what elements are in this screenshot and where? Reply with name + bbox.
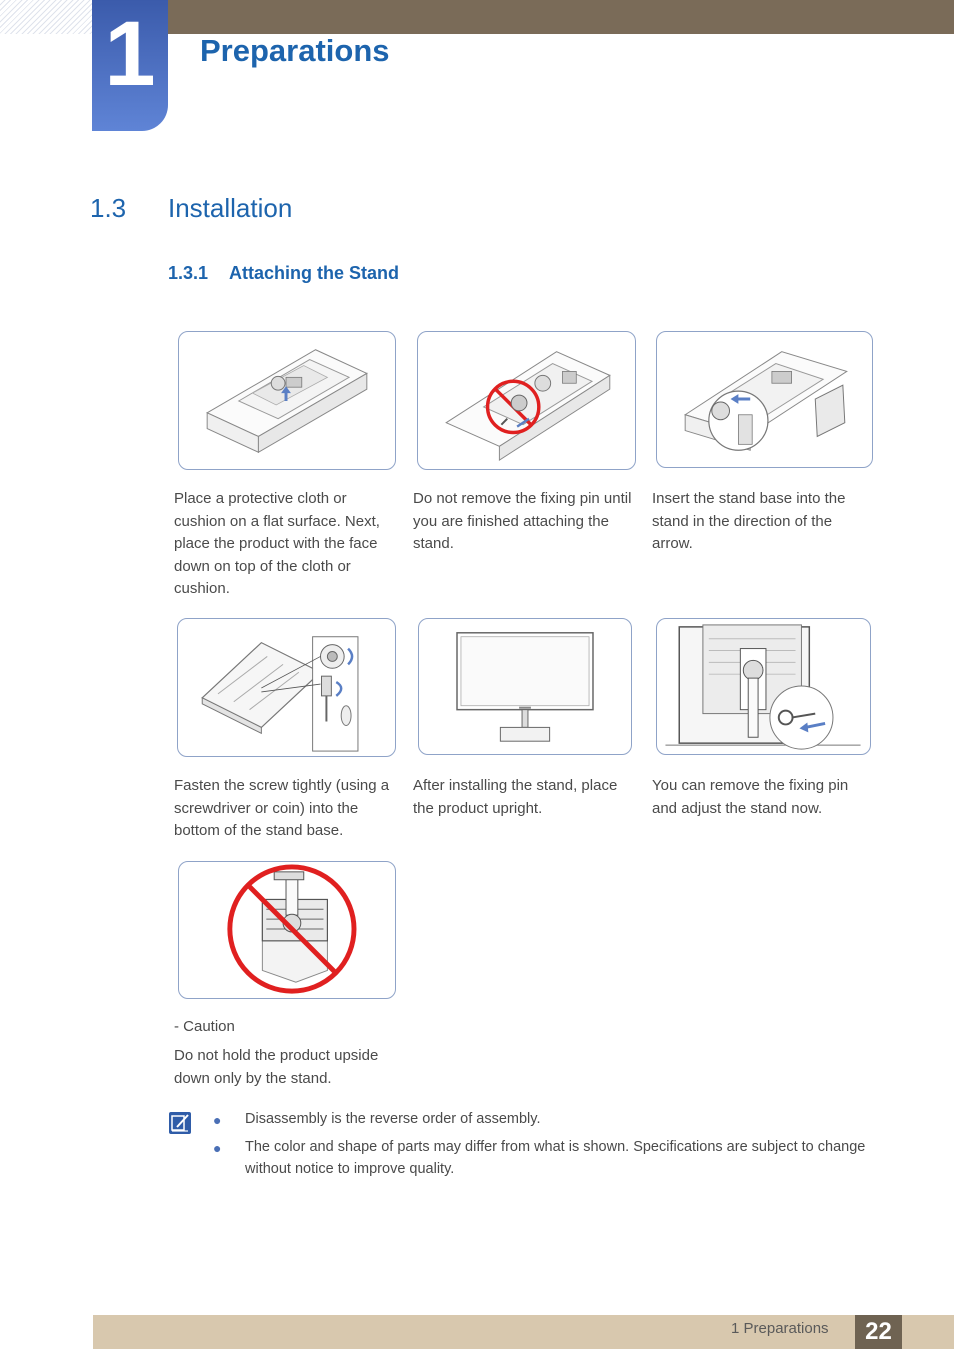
note-pencil-icon — [169, 1112, 191, 1134]
note-item: The color and shape of parts may differ from what is shown. Specifications are subject to change without notice to improve quality. — [245, 1139, 866, 1177]
step-4-caption: Fasten the screw tightly (using a screwdriver or coin) into the bottom of the stand base. — [174, 777, 390, 839]
step-1-illustration — [178, 331, 396, 470]
step-1-caption: Place a protective cloth or cushion on a flat surface. Next, place the product with the face down on top of the cloth or cushion. — [174, 490, 380, 597]
step-4-illustration — [177, 618, 396, 757]
note-bullet: ● — [213, 1140, 222, 1156]
step-5-caption: After installing the stand, place the product upright. — [413, 777, 618, 817]
caution-title: - Caution — [174, 1018, 235, 1035]
step-3-caption: Insert the stand base into the stand in the direction of the arrow. — [652, 490, 846, 552]
footer-chapter-label: 1 Preparations — [731, 1320, 829, 1337]
note-item: Disassembly is the reverse order of assembly. — [245, 1111, 541, 1127]
caution-caption: Do not hold the product upside down only by the stand. — [174, 1047, 379, 1087]
chapter-title: Preparations — [200, 33, 390, 68]
caution-illustration — [178, 861, 396, 999]
step-2-caption: Do not remove the fixing pin until you are finished attaching the stand. — [413, 490, 632, 552]
subsection-number: 1.3.1 — [168, 263, 209, 283]
step-6-illustration — [656, 618, 871, 755]
step-3-illustration — [656, 331, 873, 468]
section-title: Installation — [168, 193, 293, 223]
chapter-number-tab: 1 — [92, 0, 168, 131]
step-6-caption: You can remove the fixing pin and adjust the stand now. — [652, 777, 849, 817]
header-hatch — [0, 0, 92, 34]
step-2-illustration — [417, 331, 636, 470]
section-number: 1.3 — [90, 193, 127, 223]
page-number: 22 — [855, 1315, 902, 1349]
header-bar — [168, 0, 954, 34]
note-bullet: ● — [213, 1112, 222, 1128]
step-5-illustration — [418, 618, 632, 755]
subsection-title: Attaching the Stand — [229, 263, 399, 283]
